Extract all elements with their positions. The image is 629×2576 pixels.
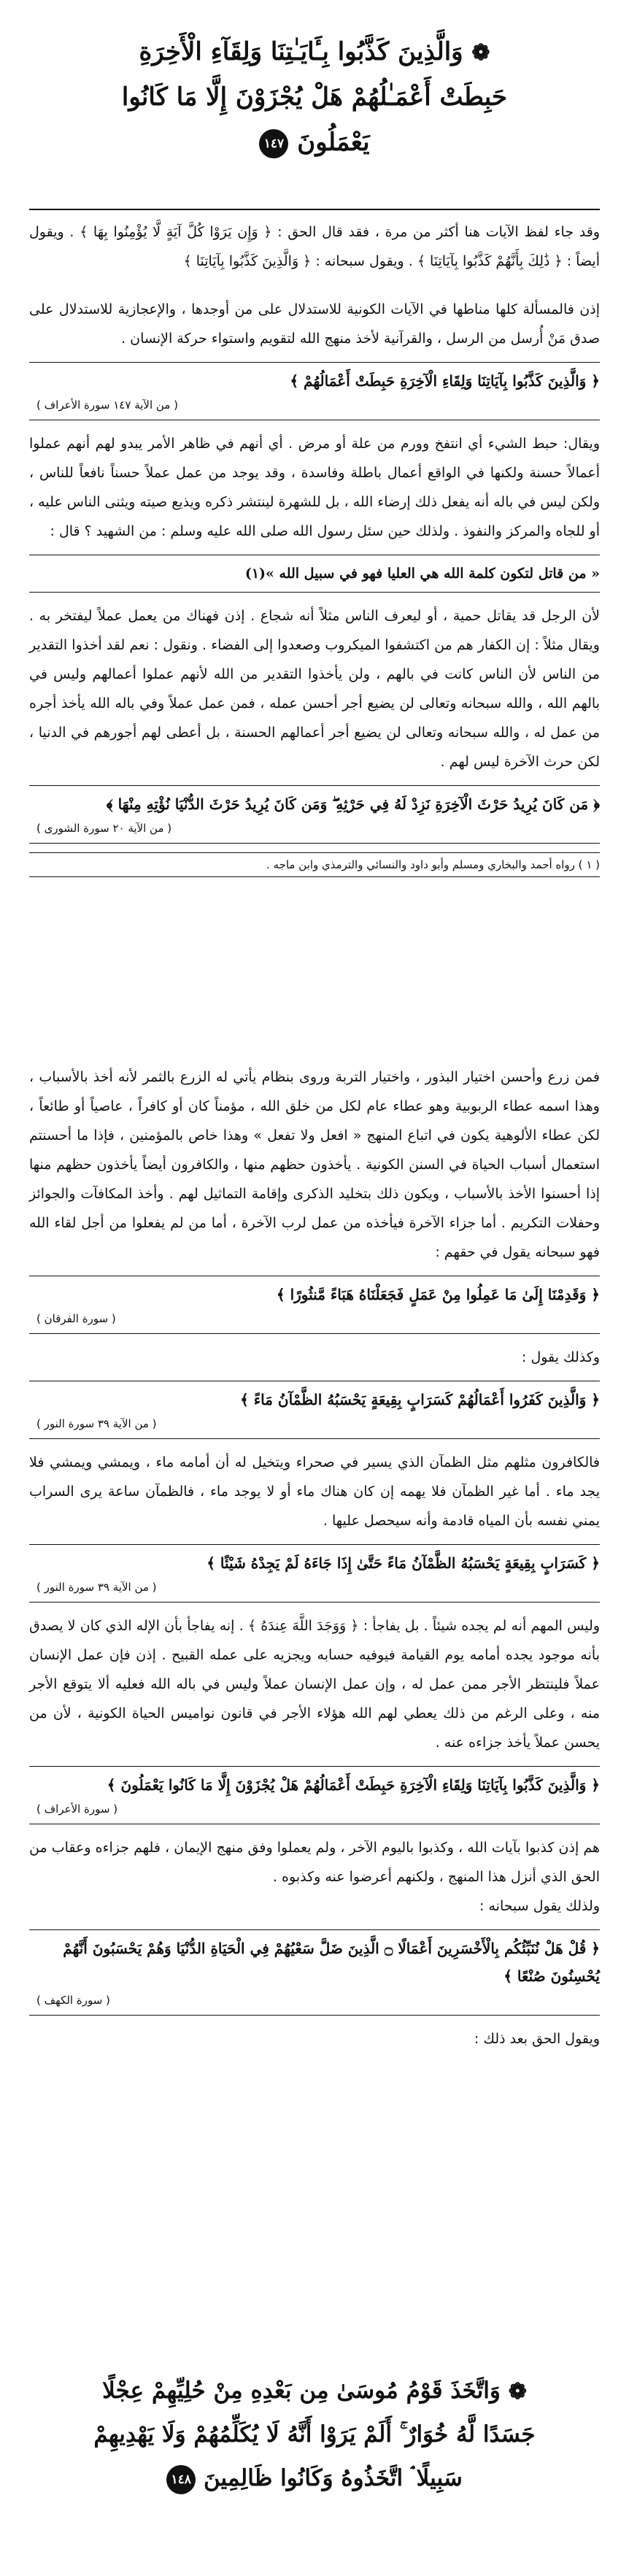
ornament-icon: ❁ — [508, 2378, 527, 2405]
hadith-box — [29, 555, 600, 593]
paragraph: ويقول الحق بعد ذلك : — [474, 2031, 600, 2047]
section-1 — [29, 215, 600, 1046]
footer-verse-line1: ❁ وَاتَّخَذَ قَوْمُ مُوسَىٰ مِن بَعْدِهِ مِنْ حُلِيِّهِمْ عِجْلًا — [102, 2378, 527, 2405]
hadith-quote: « من قاتل لتكون كلمة الله هي العليا فهو في سبيل الله »(١) — [244, 566, 600, 582]
paragraph: وقد جاء لفظ الآيات هنا أكثر من مرة ، فقد قال الحق : ﴿ وَإِن يَرَوْا كُلَّ آيَةٍ لَّا يُؤْمِنُوا بِهَا ﴾ . ويقول أيضاً : ﴿ ذَٰلِكَ بِأَنَّهُمْ كَذَّبُوا بِآيَاتِنَا ﴾ . ويقول سبحانه : ﴿ وَالَّذِينَ كَذَّبُوا بِآيَاتِنَا ﴾ — [29, 224, 600, 269]
paragraph: فالكافرون مثلهم مثل الظمآن الذي يسير في صحراء ويتخيل له أن أمامه ماء ، ويمشي ويمشي فلا يجد ماء . أما غير الظمآن فلا يهمه إن كان هناك ماء أو لا يوجد ماء ، فالظمآن ساعة يرى السراب يمني نفسه بأن المياه قادمة وأنه سيحصل عليها . — [29, 1454, 600, 1529]
paragraph: إذن فالمسألة كلها مناطها في الآيات الكونية للاستدلال على من أوجدها ، والإعجازية للاستدلال على صدق مَنْ أُرسل من الرسل ، والقرآنية لأخذ منهج الله لتقويم واستواء حركة الإنسان . — [29, 301, 600, 347]
verse-reference: ( سورة الفرقان ) — [36, 1312, 116, 1325]
header-rule — [29, 209, 600, 210]
footer-verse-block — [29, 2361, 600, 2544]
footnote: ( ١ ) رواه أحمد والبخاري ومسلم وأبو داود والنسائي والترمذي وابن ماجه . — [29, 852, 600, 877]
quote-box — [29, 1544, 600, 1603]
quran-quote: ﴿ وَالَّذِينَ كَفَرُوا أَعْمَالُهُمْ كَسَرَابٍ بِقِيعَةٍ يَحْسَبُهُ الظَّمْآنُ مَاءً ﴾ — [240, 1391, 600, 1408]
quote-box — [29, 785, 600, 844]
paragraph: هم إذن كذبوا بآيات الله ، وكذبوا باليوم الآخر ، ولم يعملوا وفق منهج الإيمان ، فلهم جزاءه وعقاب من الحق الذي أنزل هذا المنهج ، ولكنهم أعرضوا عنه وكذبوه . — [29, 1840, 600, 1885]
paragraph: وليس المهم أنه لم يجده شيئاً . بل يفاجأ : ﴿ وَوَجَدَ اللَّهَ عِندَهُ ﴾ . إنه يفاجأ بأن الإله الذي كان لا يصدق بأنه موجود يجده أمامه يوم القيامة فيوفيه حسابه ويجزيه على عمله القبيح . إذن فإن عمل الإنسان عملاً فلينتظر الأجر ممن عمل له ، وإن عمل الإنسان عملاً وليس في باله الله فعليه ألا يتوقع الأجر منه ، وعلى الرغم من ذلك يعطي لهم الله هؤلاء الأجر في قانون نواميس الحياة الكونية ، لأن من يحسن عملاً يأخذ جزاءه عنه . — [29, 1618, 600, 1751]
quote-box — [29, 1276, 600, 1334]
header-verse-block — [29, 0, 600, 204]
verse-reference: ( من الآية ٣٩ سورة النور ) — [36, 1581, 157, 1594]
ornament-icon: ❁ — [471, 40, 490, 66]
header-verse-line2: حَبِطَتْ أَعْمَـٰلُهُمْ هَلْ يُجْزَوْنَ إِلَّا مَا كَانُوا — [121, 82, 508, 112]
paragraph: فمن زرع وأحسن اختيار البذور ، واختيار التربة وروى بنظام يأتي له الزرع بالثمر لأنه أخذ بالأسباب ، وهذا اسمه عطاء الربوبية وهو عطاء عام لكل من خلق الله ، مؤمناً كان أو كافراً ، عاصياً أو طائعاً ، لكن عطاء الألوهية يكون في اتباع المنهج « افعل ولا تفعل » وهذا خاص بالمؤمنين ، فإذا ما أحسنتم استعمال أسباب الحياة في السنن الكونية . يأخذون حظهم منها ، والكافرون أيضاً يأخذون حظهم منها إذا أحسنوا الأخذ بالأسباب ، ويكون ذلك بتخليد الذكرى وإقامة التماثيل لهم . وأخذ المكافآت والجوائز وحفلات التكريم . أما جزاء الآخرة فيأخذه من عمل لرب الآخرة ، أما من لم يفعلوا من أجل لقاء الله فهو سبحانه يقول في حقهم : — [29, 1069, 600, 1260]
verse-reference: ( من الآية ٢٠ سورة الشورى ) — [36, 822, 172, 835]
page-break — [29, 1046, 600, 1063]
footer-verse-line2: جَسَدًا لَّهُ خُوَارٌ ۚ أَلَمْ يَرَوْا أَنَّهُ لَا يُكَلِّمُهُمْ وَلَا يَهْدِيهِمْ — [93, 2421, 536, 2448]
verse-reference: ( سورة الكهف ) — [36, 1994, 110, 2007]
verse-reference: ( من الآية ١٤٧ سورة الأعراف ) — [36, 398, 178, 412]
paragraph: ويقال: حبط الشيء أي انتفخ وورم من علة أو مرض . أي أنهم في ظاهر الأمر يبدو لهم أنهم عملوا أعمالاً حسنة ولكنها في الواقع أعمال باطلة وفاسدة ، وقد يوجد من عمل عملاً حسناً نافعاً للناس ، ولكن ليس في باله أنه يفعل ذلك إرضاء الله ، بل للشهرة لينتشر ذكره ويذيع صيته ويثنى الناس عليه ، أو للجاه والمركز والنفوذ . ولذلك حين سئل رسول الله صلى الله عليه وسلم : من الشهيد ؟ قال : — [29, 436, 600, 539]
verse-number-badge: ١٤٨ — [166, 2465, 196, 2494]
verse-reference: ( من الآية ٣٩ سورة النور ) — [36, 1417, 157, 1430]
quote-box — [29, 362, 600, 420]
quran-quote: ﴿ قُلْ هَلْ نُنَبِّئُكُم بِالْأَخْسَرِينَ أَعْمَالًا ۝ الَّذِينَ ضَلَّ سَعْيُهُمْ فِي الْحَيَاةِ الدُّنْيَا وَهُمْ يَحْسَبُونَ أَنَّهُمْ يُحْسِنُونَ صُنْعًا ﴾ — [63, 1940, 600, 1985]
paragraph: وكذلك يقول : — [522, 1349, 600, 1365]
header-verse-line3: يَعْمَلُونَ ١٤٧ — [29, 120, 600, 165]
footer-verse-line3: سَبِيلًا ۘ اتَّخَذُوهُ وَكَانُوا ظَالِمِينَ ١٤٨ — [29, 2456, 600, 2500]
paragraph: لأن الرجل قد يقاتل حمية ، أو ليعرف الناس مثلاً أنه شجاع . إذن فهناك من يعمل عملاً ليفتخر به . ويقال مثلاً : إن الكفار هم من اكتشفوا الميكروب وصعدوا إلى الفضاء . ونقول : نعم لقد أخذوا التقدير من الناس لأن الناس كانت في بالهم ، ولن يأخذوا التقدير من الله لأنهم عملوا أعمالهم وليس في بالهم الله ، والله سبحانه وتعالى لن يضيع أجر أحسن عمله ، فمن عمل عملاً وفي باله الله يأخذ أجره من عمل له ، والله سبحانه وتعالى لن يضيع أجر أعمالهم الحسنة ، بل أعطى لهم أجورهم في الدنيا ، لكن حرث الآخرة ليس لهم . — [29, 608, 600, 770]
quran-quote: ﴿ وَالَّذِينَ كَذَّبُوا بِآيَاتِنَا وَلِقَاءِ الْآخِرَةِ حَبِطَتْ أَعْمَالُهُمْ هَلْ يُجْزَوْنَ إِلَّا مَا كَانُوا يَعْمَلُونَ ﴾ — [107, 1776, 600, 1794]
paragraph: ولذلك يقول سبحانه : — [479, 1898, 600, 1914]
verse-reference: ( سورة الأعراف ) — [36, 1802, 118, 1816]
quran-quote: ﴿ وَقَدِمْنَا إِلَىٰ مَا عَمِلُوا مِنْ عَمَلٍ فَجَعَلْنَاهُ هَبَاءً مَّنثُورًا ﴾ — [276, 1286, 600, 1303]
verse-number-badge: ١٤٧ — [259, 129, 288, 158]
quran-quote: ﴿ مَن كَانَ يُرِيدُ حَرْثَ الْآخِرَةِ نَزِدْ لَهُ فِي حَرْثِهِ ۖ وَمَن كَانَ يُرِيدُ حَرْثَ الدُّنْيَا نُؤْتِهِ مِنْهَا ﴾ — [106, 795, 600, 813]
section-2 — [29, 1063, 600, 2361]
quote-box — [29, 1381, 600, 1439]
quran-quote: ﴿ كَسَرَابٍ بِقِيعَةٍ يَحْسَبُهُ الظَّمْآنُ مَاءً حَتَّىٰ إِذَا جَاءَهُ لَمْ يَجِدْهُ شَيْئًا ﴾ — [207, 1554, 600, 1572]
header-verse-line1: ❁ وَالَّذِينَ كَذَّبُوا بِـَٔايَـٰتِنَا وَلِقَآءِ الْأَخِرَةِ — [139, 37, 490, 66]
quote-box — [29, 1929, 600, 2016]
quran-quote: ﴿ وَالَّذِينَ كَذَّبُوا بِآيَاتِنَا وَلِقَاءِ الْآخِرَةِ حَبِطَتْ أَعْمَالُهُمْ ﴾ — [290, 372, 600, 390]
quote-box — [29, 1766, 600, 1824]
